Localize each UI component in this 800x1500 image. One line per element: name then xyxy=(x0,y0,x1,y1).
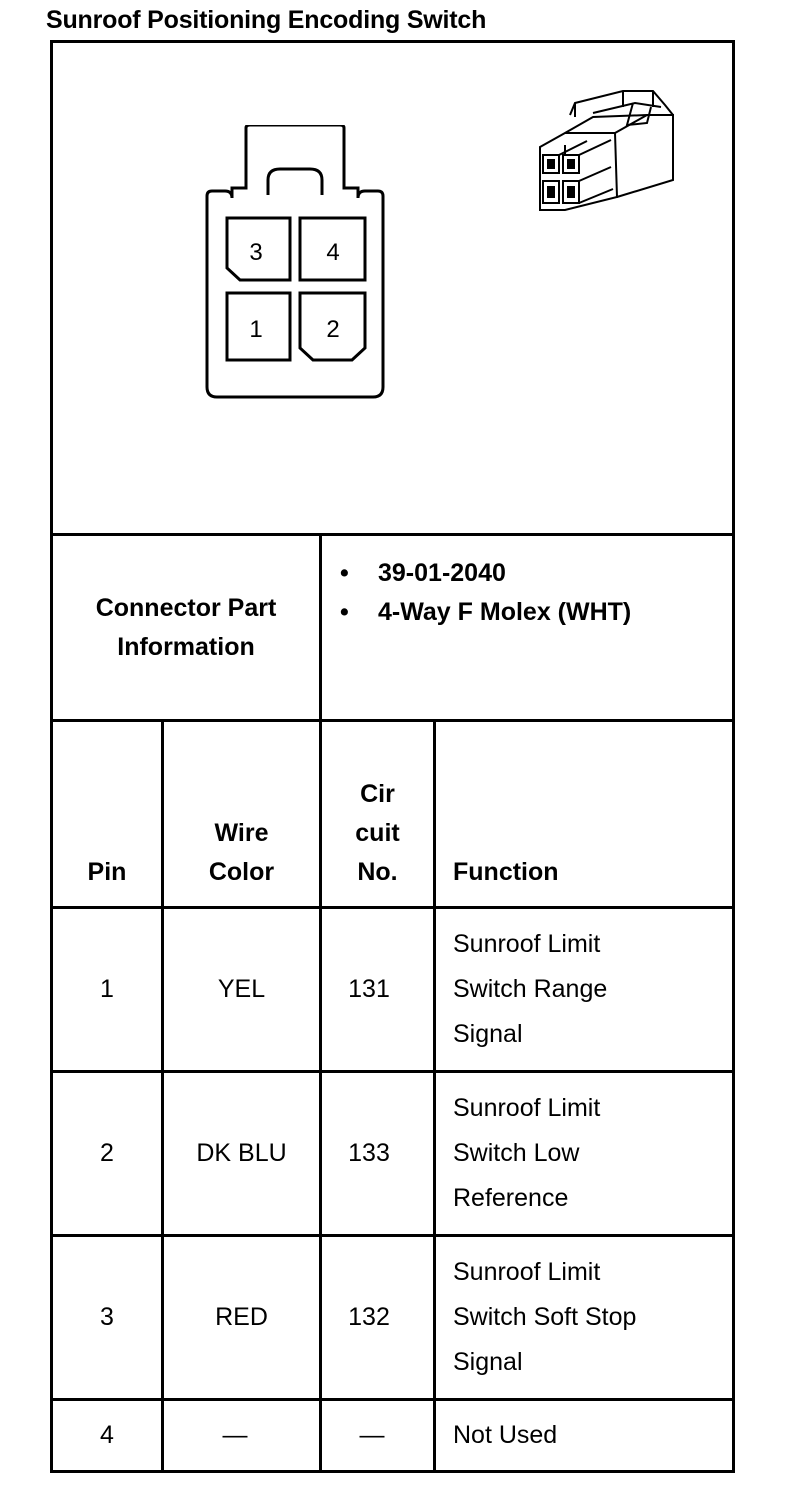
list-item: • 39-01-2040 xyxy=(340,559,506,587)
connector-part-info-label-text: Connector Part Information xyxy=(95,593,277,661)
connector-part-info-list xyxy=(322,536,732,719)
cell-circuit-no: 133 xyxy=(348,1139,390,1167)
cell-wire-color: — xyxy=(222,1421,248,1449)
column-header-pin: Pin xyxy=(87,858,127,886)
list-item: • 4-Way F Molex (WHT) xyxy=(340,598,632,626)
cell-pin: 4 xyxy=(100,1421,114,1449)
connector-latch xyxy=(268,169,322,195)
cell-function: Sunroof Limit Switch Soft Stop Signal xyxy=(453,1258,637,1376)
cell-circuit-no: 131 xyxy=(348,975,390,1003)
pin-label: 1 xyxy=(249,316,263,343)
cell-pin: 2 xyxy=(100,1139,114,1167)
page-title: Sunroof Positioning Encoding Switch xyxy=(46,6,487,34)
connector-isometric-icon xyxy=(535,85,680,215)
divider xyxy=(50,1470,735,1473)
column-header-circuit-no: Cir cuit No. xyxy=(355,780,400,886)
pin-label: 4 xyxy=(326,239,340,266)
cell-circuit-no: 132 xyxy=(348,1303,390,1331)
cell-function: Sunroof Limit Switch Range Signal xyxy=(453,930,608,1048)
cell-wire-color: YEL xyxy=(217,975,266,1003)
cell-circuit-no: — xyxy=(359,1421,385,1449)
connector-part-info-label xyxy=(53,536,319,719)
pin-label: 2 xyxy=(326,316,340,343)
pin-label: 3 xyxy=(249,239,263,266)
column-header-wire-color: Wire Color xyxy=(208,819,275,886)
cell-wire-color: RED xyxy=(215,1303,268,1331)
cell-function: Sunroof Limit Switch Low Reference xyxy=(453,1094,601,1212)
cell-pin: 3 xyxy=(100,1303,114,1331)
cell-wire-color: DK BLU xyxy=(196,1139,287,1167)
cell-function: Not Used xyxy=(453,1421,558,1449)
connector-face-diagram xyxy=(200,125,390,400)
column-header-function: Function xyxy=(453,858,559,886)
cell-pin: 1 xyxy=(100,975,114,1003)
